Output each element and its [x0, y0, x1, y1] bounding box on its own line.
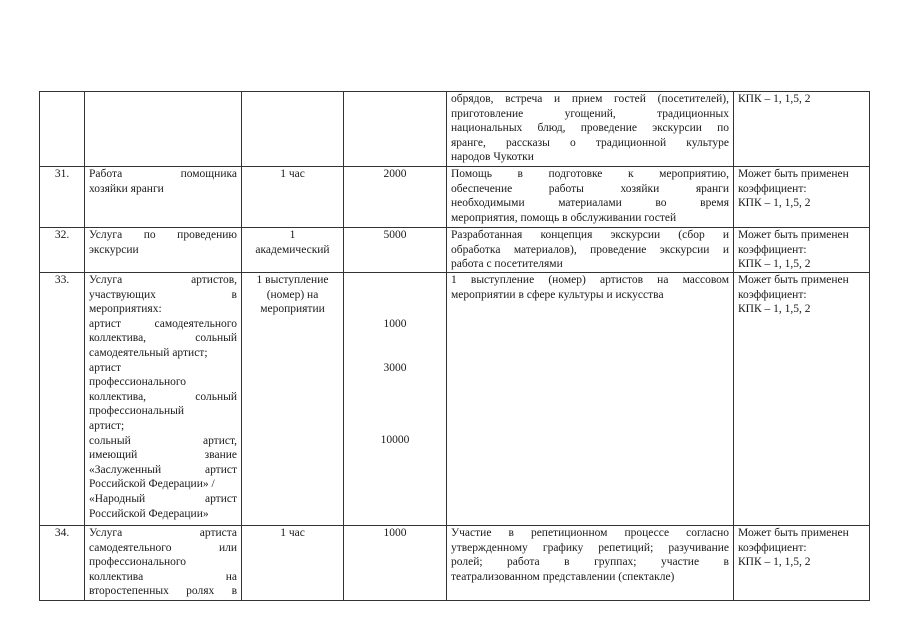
row-number-cell: 33. [40, 273, 85, 526]
note-cell [734, 273, 870, 526]
price-value: 10000 [380, 434, 410, 447]
table-row-32 [40, 228, 870, 273]
service-name-cell [85, 273, 242, 526]
service-name-line: коллектива, сольный [89, 390, 237, 403]
service-name-line: Услуга по проведению [89, 229, 237, 241]
service-name-line: имеющий звание [89, 449, 237, 462]
note-line: коэффициент: [738, 243, 807, 256]
note-line: Может быть применен [738, 168, 849, 180]
price-value: 2000 [383, 168, 407, 180]
note-line: Может быть применен [738, 274, 849, 286]
note-line: КПК – 1, 1,5, 2 [738, 258, 811, 271]
service-name-cell [85, 228, 242, 273]
table-row-continuation [40, 92, 870, 167]
note-line: коэффициент: [738, 288, 807, 301]
price-value: 5000 [383, 229, 407, 241]
note-cell [734, 92, 870, 167]
description-line: ролей; работа в группах; участие в [451, 556, 729, 569]
price-value: 1000 [383, 318, 407, 330]
service-name-line: профессиональный [89, 405, 184, 418]
table-row-33 [40, 273, 870, 526]
service-name-line: экскурсии [89, 243, 139, 256]
service-name-line: самодеятельного или [89, 541, 237, 554]
note-line: КПК – 1, 1,5, 2 [738, 197, 811, 210]
price-cell [344, 273, 447, 526]
table-row-31 [40, 167, 870, 228]
service-name-line: артист; [89, 419, 125, 432]
description-line: 1 выступление (номер) артистов на массовом [451, 274, 729, 286]
description-cell [447, 228, 734, 273]
description-line: приготовление угощений, традиционных [451, 107, 729, 120]
description-line: Разработанная концепция экскурсии (сбор и [451, 229, 729, 241]
unit-line: 1 час [280, 527, 305, 539]
unit-line: мероприятии [260, 303, 325, 316]
service-name-line: артист [89, 361, 122, 374]
service-name-line: сольный артист, [89, 434, 237, 447]
price-value: 3000 [383, 361, 407, 374]
service-name-line: «Народный артист [89, 492, 237, 505]
service-name-line: артист самодеятельного [89, 317, 237, 330]
description-cell [447, 273, 734, 526]
description-line: Помощь в подготовке к мероприятию, [451, 168, 729, 180]
service-name-line: коллектива, сольный [89, 332, 237, 345]
note-line: коэффициент: [738, 541, 807, 554]
description-line: Участие в репетиционном процессе согласно [451, 527, 729, 539]
unit-cell [242, 526, 344, 601]
description-line: национальных блюд, проведение экскурсии по [451, 122, 729, 135]
unit-cell [242, 167, 344, 228]
description-line: работа с посетителями [451, 258, 563, 271]
description-line: мероприятия, помощь в обслуживании гостей [451, 211, 677, 224]
price-value: 1000 [383, 527, 407, 539]
description-cell [447, 92, 734, 167]
description-line: театрализованном представлении (спектакле) [451, 570, 675, 583]
service-name-line: Российской Федерации» [89, 507, 209, 520]
description-line: мероприятии в сфере культуры и искусства [451, 288, 664, 301]
unit-cell [242, 273, 344, 526]
description-line: обработка материалов), проведение экскурсии и [451, 243, 729, 256]
table-row-34 [40, 526, 870, 601]
service-name-line: хозяйки яранги [89, 182, 164, 195]
row-number-cell: 31. [40, 167, 85, 228]
price-cell [344, 526, 447, 601]
note-line: коэффициент: [738, 182, 807, 195]
unit-line: 1 час [280, 168, 305, 180]
service-name-line: мероприятиях: [89, 303, 162, 316]
unit-line: академический [255, 243, 330, 256]
service-name-line: Работа помощника [89, 168, 237, 180]
row-number-cell [40, 92, 85, 167]
description-line: необходимыми материалами во время [451, 197, 729, 210]
description-line: утвержденному графику репетиций; разучивание [451, 541, 729, 554]
service-name-cell [85, 526, 242, 601]
row-number-cell: 34. [40, 526, 85, 601]
note-line: КПК – 1, 1,5, 2 [738, 556, 811, 569]
description-line: народов Чукотки [451, 151, 534, 164]
price-cell [344, 167, 447, 228]
description-line: обеспечение работы хозяйки яранги [451, 182, 729, 195]
service-name-line: коллектива на [89, 570, 237, 583]
description-cell [447, 526, 734, 601]
unit-cell [242, 228, 344, 273]
unit-line: (номер) на [266, 288, 319, 301]
description-cell [447, 167, 734, 228]
note-line: КПК – 1, 1,5, 2 [738, 93, 811, 105]
service-name-line: Услуга артиста [89, 527, 237, 539]
note-cell [734, 228, 870, 273]
row-number-cell: 32. [40, 228, 85, 273]
service-name-line: самодеятельный артист; [89, 346, 208, 359]
note-cell [734, 167, 870, 228]
note-line: Может быть применен [738, 229, 849, 241]
service-name-line: «Заслуженный артист [89, 463, 237, 476]
service-name-line: Российской Федерации» / [89, 478, 215, 491]
note-line: КПК – 1, 1,5, 2 [738, 303, 811, 316]
service-name-line: участвующих в [89, 288, 237, 301]
service-name-line: второстепенных ролях в [89, 585, 237, 598]
unit-line: 1 [289, 229, 296, 241]
description-line: яранге, рассказы о традиционной культуре [451, 136, 729, 149]
price-cell [344, 228, 447, 273]
description-line: обрядов, встреча и прием гостей (посетителей), [451, 93, 729, 105]
price-cell [344, 92, 447, 167]
price-table [39, 91, 870, 601]
service-name-cell [85, 167, 242, 228]
service-name-line: Услуга артистов, [89, 274, 237, 286]
note-line: Может быть применен [738, 527, 849, 539]
service-name-cell [85, 92, 242, 167]
unit-cell [242, 92, 344, 167]
service-name-line: профессионального [89, 376, 187, 389]
unit-line: 1 выступление [256, 274, 329, 286]
note-cell [734, 526, 870, 601]
service-name-line: профессионального [89, 556, 187, 569]
